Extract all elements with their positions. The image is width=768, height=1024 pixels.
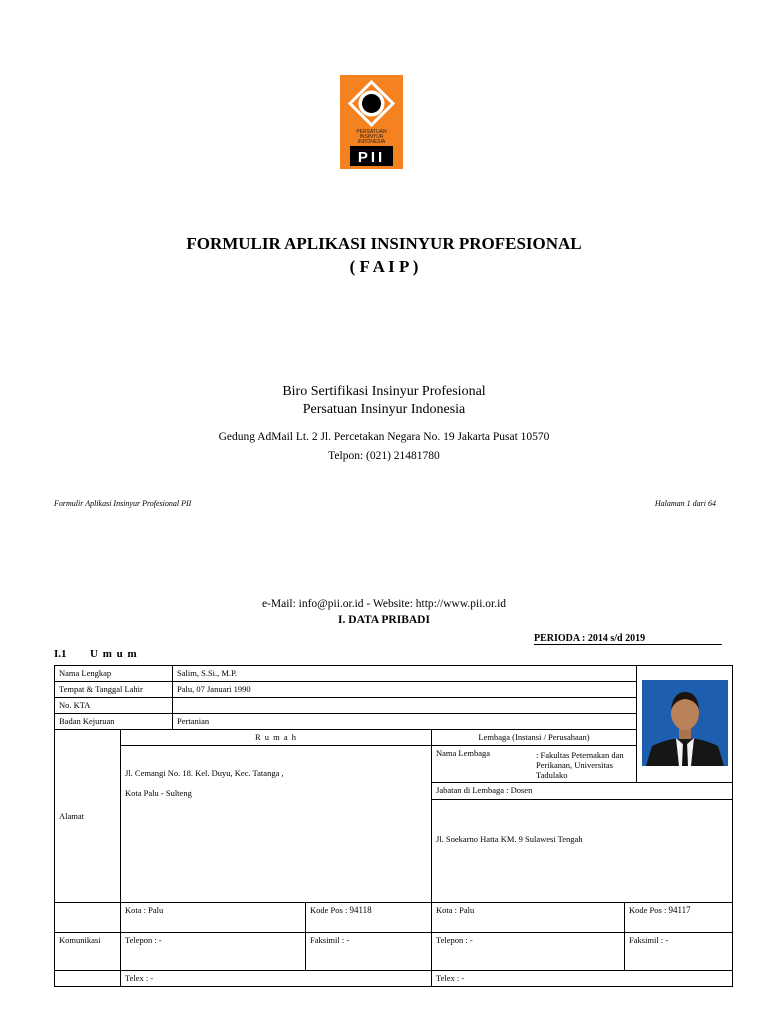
home-postal-value: 94118 xyxy=(349,905,372,915)
pii-logo-graphic xyxy=(340,75,403,169)
org-line-1: Biro Sertifikasi Insinyur Profesional xyxy=(282,384,486,399)
field-label: Badan Kejuruan xyxy=(55,714,173,730)
org-phone: Telpon: (021) 21481780 xyxy=(328,450,440,462)
institution-name-label: Nama Lembaga xyxy=(436,748,491,758)
home-postal-label: Kode Pos : xyxy=(310,905,348,915)
institution-position: Jabatan di Lembaga : Dosen xyxy=(436,785,533,795)
city-row-label xyxy=(55,903,121,933)
applicant-photo xyxy=(642,680,728,766)
home-phone[interactable]: Telepon : - xyxy=(121,933,306,971)
home-address-line-2: Kota Palu - Sulteng xyxy=(125,788,192,798)
pii-logo xyxy=(340,75,403,169)
kta-value[interactable] xyxy=(173,698,637,714)
institution-postal-label: Kode Pos : xyxy=(629,905,667,915)
home-fax[interactable]: Faksimil : - xyxy=(306,933,432,971)
institution-telex[interactable]: Telex : - xyxy=(432,971,733,987)
footer-page-number: Halaman 1 dari 64 xyxy=(654,499,716,508)
logo-line-2: INSINYUR xyxy=(359,134,384,140)
address-label: Alamat xyxy=(55,730,121,903)
home-city[interactable]: Kota : Palu xyxy=(121,903,306,933)
birth-value[interactable]: Palu, 07 Januari 1990 xyxy=(173,682,637,698)
communication-label: Komunikasi xyxy=(55,933,121,971)
institution-postal-code[interactable] xyxy=(625,903,733,933)
personal-data-table xyxy=(54,665,733,987)
institution-city[interactable]: Kota : Palu xyxy=(432,903,625,933)
footer-form-name: Formulir Aplikasi Insinyur Profesional PII xyxy=(54,499,192,508)
institution-name[interactable] xyxy=(432,746,637,783)
divider xyxy=(432,799,732,800)
periode-label: PERIODA : 2014 s/d 2019 xyxy=(534,633,722,645)
logo-line-1: PERSATUAN xyxy=(356,129,387,135)
birth-label: Tempat & Tanggal Lahir xyxy=(55,682,173,698)
home-postal-code[interactable] xyxy=(306,903,432,933)
institution-header: Lembaga (Instansi / Perusahaan) xyxy=(432,730,637,746)
subsection-number: I.1 xyxy=(54,648,67,660)
contact-line: e-Mail: info@pii.or.id - Website: http://www.pii.or.id xyxy=(261,598,507,610)
institution-name-value: : Fakultas Peternakan dan Perikanan, Universitas Tadulako xyxy=(536,750,624,780)
telex-row-label xyxy=(55,971,121,987)
document-title: FORMULIR APLIKASI INSINYUR PROFESIONAL xyxy=(186,234,582,253)
logo-acronym: PII xyxy=(357,149,386,166)
field-value[interactable]: Pertanian xyxy=(173,714,637,730)
home-address-line-1: Jl. Cemangi No. 18. Kel. Duyu, Kec. Tatanga , xyxy=(125,768,284,778)
home-header: R u m a h xyxy=(121,730,432,746)
name-label: Nama Lengkap xyxy=(55,666,173,682)
logo-line-3: INDONESIA xyxy=(357,139,386,145)
institution-phone[interactable]: Telepon : - xyxy=(432,933,625,971)
section-title: I. DATA PRIBADI xyxy=(338,614,430,626)
org-address: Gedung AdMail Lt. 2 Jl. Percetakan Negara No. 19 Jakarta Pusat 10570 xyxy=(218,431,550,443)
home-telex[interactable]: Telex : - xyxy=(121,971,432,987)
org-line-2: Persatuan Insinyur Indonesia xyxy=(302,402,466,417)
kta-label: No. KTA xyxy=(55,698,173,714)
photo-cell xyxy=(637,666,733,783)
institution-postal-value: 94117 xyxy=(668,905,691,915)
document-subtitle: ( F A I P ) xyxy=(349,257,419,276)
home-address[interactable] xyxy=(121,746,432,903)
name-value[interactable]: Salim, S.Si., M.P. xyxy=(173,666,637,682)
institution-details[interactable] xyxy=(432,783,733,903)
subsection-title: U m u m xyxy=(90,648,138,660)
institution-fax[interactable]: Faksimil : - xyxy=(625,933,733,971)
institution-address: Jl. Soekarno Hatta KM. 9 Sulawesi Tengah xyxy=(436,834,583,844)
